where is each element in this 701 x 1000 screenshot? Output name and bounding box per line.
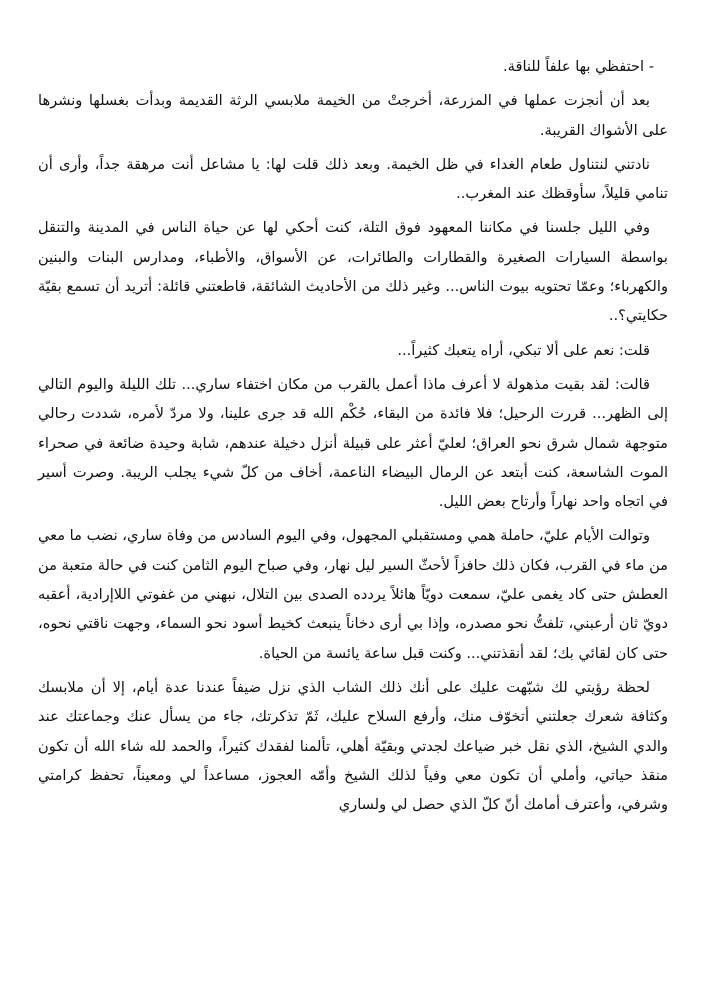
paragraph-2: بعد أن أنجزت عملها في المزرعة، أخرجتْ من الخيمة ملابسي الرثة القديمة وبدأت بغسلها ونشرها على الأشواك القريبة. xyxy=(38,92,668,139)
paragraph-3: نادتني لنتناول طعام الغداء في ظل الخيمة. وبعد ذلك قلت لها: يا مشاعل أنت مرهقة جداً، وأرى أن تنامي قليلاً، سأوقظك عند المغرب.. xyxy=(38,155,668,203)
paragraph-5: قلت: نعم على ألا تبكي، أراه يتعبك كثيراً... xyxy=(397,341,650,359)
paragraph-8: لحظة رؤيتي لك شبّهت عليك على أنك ذلك الشاب الذي نزل ضيفاً عندنا عدة أيام، إلا أن ملابسك وكثافة شعرك جعلتني أتخوّف منك، وأرفع السلاح عليك، ثَمّ تذكرتك، جاء من يسأل عنك وجماعتك عند والدي الشيخ، الذي نقل خبر ضياعك لجدتي وبقيّة أهلي، تألمنا لفقدك كثيراً، والحمد لله شاء الله أن تكون منقذ حياتي، وأملي أن تكون معي وفياً لذلك الشيخ وأمّه العجوز، مساعداً لي ومعيناً، تحفظ كرامتي وشرفي، وأعترف أمامك أنّ كلّ الذي حصل لي ولساري xyxy=(38,678,668,814)
paragraph-6: قالت: لقد بقيت مذهولة لا أعرف ماذا أعمل بالقرب من مكان اختفاء ساري... تلك الليلة واليوم التالي إلى الظهر... قررت الرحيل؛ فلا فائدة من البقاء، حُكْم الله قد جرى علينا، ولا مردّ لأمره، شددت رحالي متوجهة شمال شرق نحو العراق؛ لعليّ أعثر على قبيلة أنزل دخيلة عندهم، شابة وحيدة ضائعة في صحراء الموت الشاسعة، كنت أبتعد عن الرمال البيضاء الناعمة، أخاف من كلّ شيء يجلب الريبة. وصرت أسير في اتجاه واحد نهاراً وأرتاح بعض الليل. xyxy=(38,375,668,511)
paragraph-4: وفي الليل جلسنا في مكاننا المعهود فوق التلة، كنت أحكي لها عن حياة الناس في المدينة والتنقل بواسطة السيارات الصغيرة والقطارات والطائرات، عن الأسواق، والأطباء، ومدارس البنات والبنين والكهرباء؛ وعمّا تحتويه بيوت الناس... وغير ذلك من الأحاديث الشائقة، قاطعتني قائلة: أتريد أن تسمع بقيّة حكايتي؟.. xyxy=(38,219,668,325)
document-page xyxy=(38,52,668,824)
paragraph-1: - احتفظي بها علفاً للناقة. xyxy=(503,58,654,75)
paragraph-7: وتوالت الأيام عليّ، حاملة همي ومستقبلي المجهول، وفي اليوم السادس من وفاة ساري، نضب ما معي من ماء في القرب، فكان ذلك حافزاً لأحثّ السير ليل نهار، وفي صباح اليوم الثامن كنت في حالة متعبة من العطش حتى كاد يغمى عليّ، سمعت دويّاً هائلاً يردده الصدى بين التلال، نبهني من غفوتي اللاإرادية، أعقبه دويّ ثان أرعبني، تلفتُّ نحو مصدره، وإذا بي أرى دخاناً ينبعث كخيط أسود نحو السماء، وجهت ناقتي نحوه، حتى كان لقائي بك؛ لقد أنقذتني... وكنت قبل ساعة يائسة من الحياة. xyxy=(38,527,668,662)
